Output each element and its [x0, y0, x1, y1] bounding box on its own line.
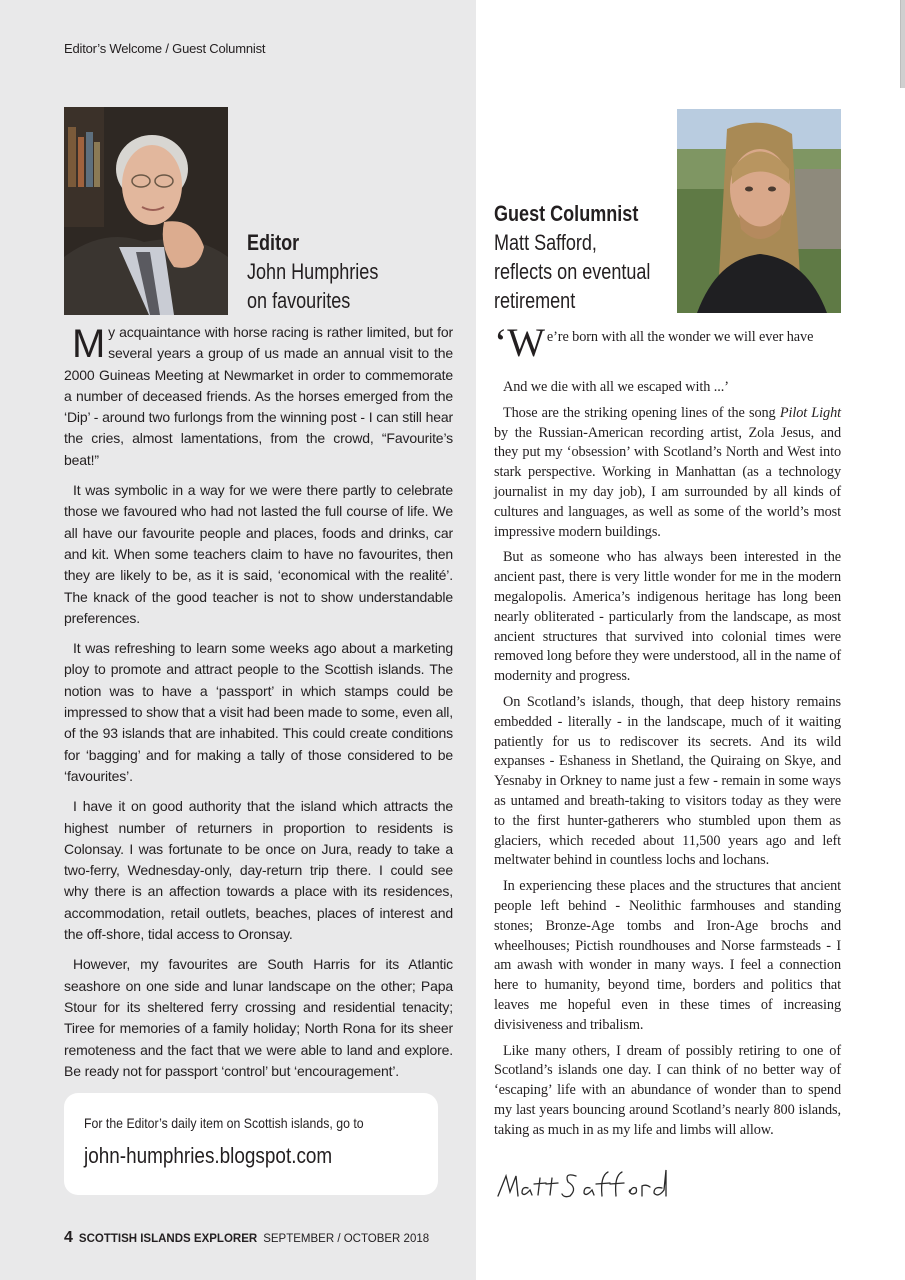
guest-paragraph-4: In experiencing these places and the structures that ancient people left behind - Neolithic farmhouses and standing stones; Bronze-Age tombs and Iron-Age brochs and wheelhouses; Pictish roundhouses and Norse farmsteads - I am awash with wonder in many ways. I feel a connection here to humanity, beyond time, borders and politics that leaves me hopeful even in these times of increasing divisiveness and tribalism.: [494, 878, 841, 1033]
section-label: Editor’s Welcome / Guest Columnist: [64, 41, 266, 56]
guest-heading-line2: reflects on eventual: [494, 259, 651, 284]
blog-link[interactable]: john-humphries.blogspot.com: [84, 1143, 333, 1168]
guest-heading-line3: retirement: [494, 288, 576, 313]
guest-quote-line-1: e’re born with all the wonder we will ever have: [546, 329, 814, 345]
editor-dropcap: M: [72, 322, 106, 366]
guest-paragraph-3: On Scotland’s islands, though, that deep history remains embedded - literally - in the landscape, much of it waiting patiently for us to rediscover its secrets. And its wild expanses - Eshaness in Shetland, the Quiraing on Skye, and Yesnaby in Orkney to name just a few - remain in some ways as untamed and breath-taking to visitors today as they were to the first hunter-gatherers who stumbled upon them as glaciers, which receded about 11,500 years ago and left meltwater behind in countless lochs and lochans.: [494, 693, 841, 869]
editor-article: [64, 322, 453, 1091]
signature: [494, 1162, 684, 1206]
guest-heading: [494, 199, 650, 315]
blog-callout: [64, 1093, 438, 1195]
song-title: Pilot Light: [779, 404, 842, 421]
callout-text: For the Editor’s daily item on Scottish islands, go to: [84, 1115, 364, 1131]
guest-heading-role: Guest Columnist: [494, 201, 639, 226]
editor-paragraph-5: However, my favourites are South Harris for its Atlantic seashore on one side and lunar landscape on the other; Papa Stour for its sheltered ferry crossing and residential tenacity; Tiree for memories of a family holiday; North Rona for its sheer remoteness and the fact that we were able to land and explore. Be ready not for passport ‘control’ but ‘encouragement’.: [64, 956, 453, 1079]
editor-heading-topic: on favourites: [247, 288, 351, 313]
editor-paragraph-4: I have it on good authority that the island which attracts the highest number of returners in proportion to residents is Colonsay. I was fortunate to be once on Jura, ready to take a two-ferry, Wednesday-only, day-return trip there. I could see why there is an affection towards a place with its residences, accommodation, retail outlets, beaches, places of interest and the off-shore, tidal access to Oronsay.: [64, 798, 453, 943]
magazine-name: SCOTTISH ISLANDS EXPLORER: [78, 1233, 258, 1245]
guest-quote: [494, 320, 841, 372]
guest-quote-line-2: And we die with all we escaped with ...’: [503, 379, 729, 395]
guest-heading-name: Matt Safford,: [494, 230, 597, 255]
guest-paragraph-5: Like many others, I dream of possibly retiring to one of Scotland’s islands one day. I can think of no better way of ‘escaping’ life with an abundance of wonder than to spend my last years bouncing around Scotland’s nearly 800 islands, taking as much in as my life and limbs will allow.: [494, 1042, 841, 1138]
page-footer: [64, 1229, 429, 1247]
issue-date: SEPTEMBER / OCTOBER 2018: [263, 1233, 430, 1245]
guest-paragraph-2: But as someone who has always been interested in the ancient past, there is very little wonder for me in the modern megalopolis. America’s indigenous heritage has long been nearly obliterated - particularly from the landscape, as most ancient structures that survived into colonial times were removed long before they were understood, all in the name of modernity and progress.: [494, 549, 841, 685]
page-number: 4: [64, 1229, 73, 1246]
editor-photo: [64, 107, 228, 315]
guest-paragraph-1: Those are the striking opening lines of the song Pilot Light by the Russian-American recording artist, Zola Jesus, and they put my ‘obsession’ with Scotland’s North and West into stark perspective. Working in Manhattan (as a technology journalist in my day job), I am surrounded by all kinds of cultures and languages, as well as some of the world’s most impressive modern buildings.: [494, 404, 842, 540]
scrollbar-thumb[interactable]: [900, 0, 905, 88]
editor-heading-role: Editor: [247, 230, 300, 255]
guest-article: [494, 320, 842, 1146]
editor-paragraph-2: It was symbolic in a way for we were there partly to celebrate those we favoured who had not lasted the full course of life. We all have our favourite people and places, foods and drinks, car and kit. When some teachers claim to have no favourites, then they are likely to be, as it is said, ‘economical with the realité’. The knack of the good teacher is not to show understandable preferences.: [64, 482, 453, 626]
guest-dropcap: ‘W: [494, 320, 545, 365]
editor-paragraph-1: My acquaintance with horse racing is rather limited, but for several years a group of us made an annual visit to the 2000 Guineas Meeting at Newmarket in order to commemorate a number of deceased friends. As the horses emerged from the ‘Dip’ - around two furlongs from the winning post - I can still hear the cries, almost lamentations, from the crowd, “Favourite’s beat!”: [64, 322, 453, 468]
editor-paragraph-3: It was refreshing to learn some weeks ago about a marketing ploy to promote and attract people to the Scottish islands. The notion was to have a ‘passport’ in which stamps could be impressed to show that a visit had been made to some, even all, of the 93 islands that are inhabited. This could create conditions for ‘bagging’ and for making a tally of those considered to be ‘favourites’.: [64, 640, 453, 784]
editor-heading: [247, 228, 378, 315]
guest-columnist-photo: [677, 109, 841, 313]
editor-heading-name: John Humphries: [247, 259, 379, 284]
